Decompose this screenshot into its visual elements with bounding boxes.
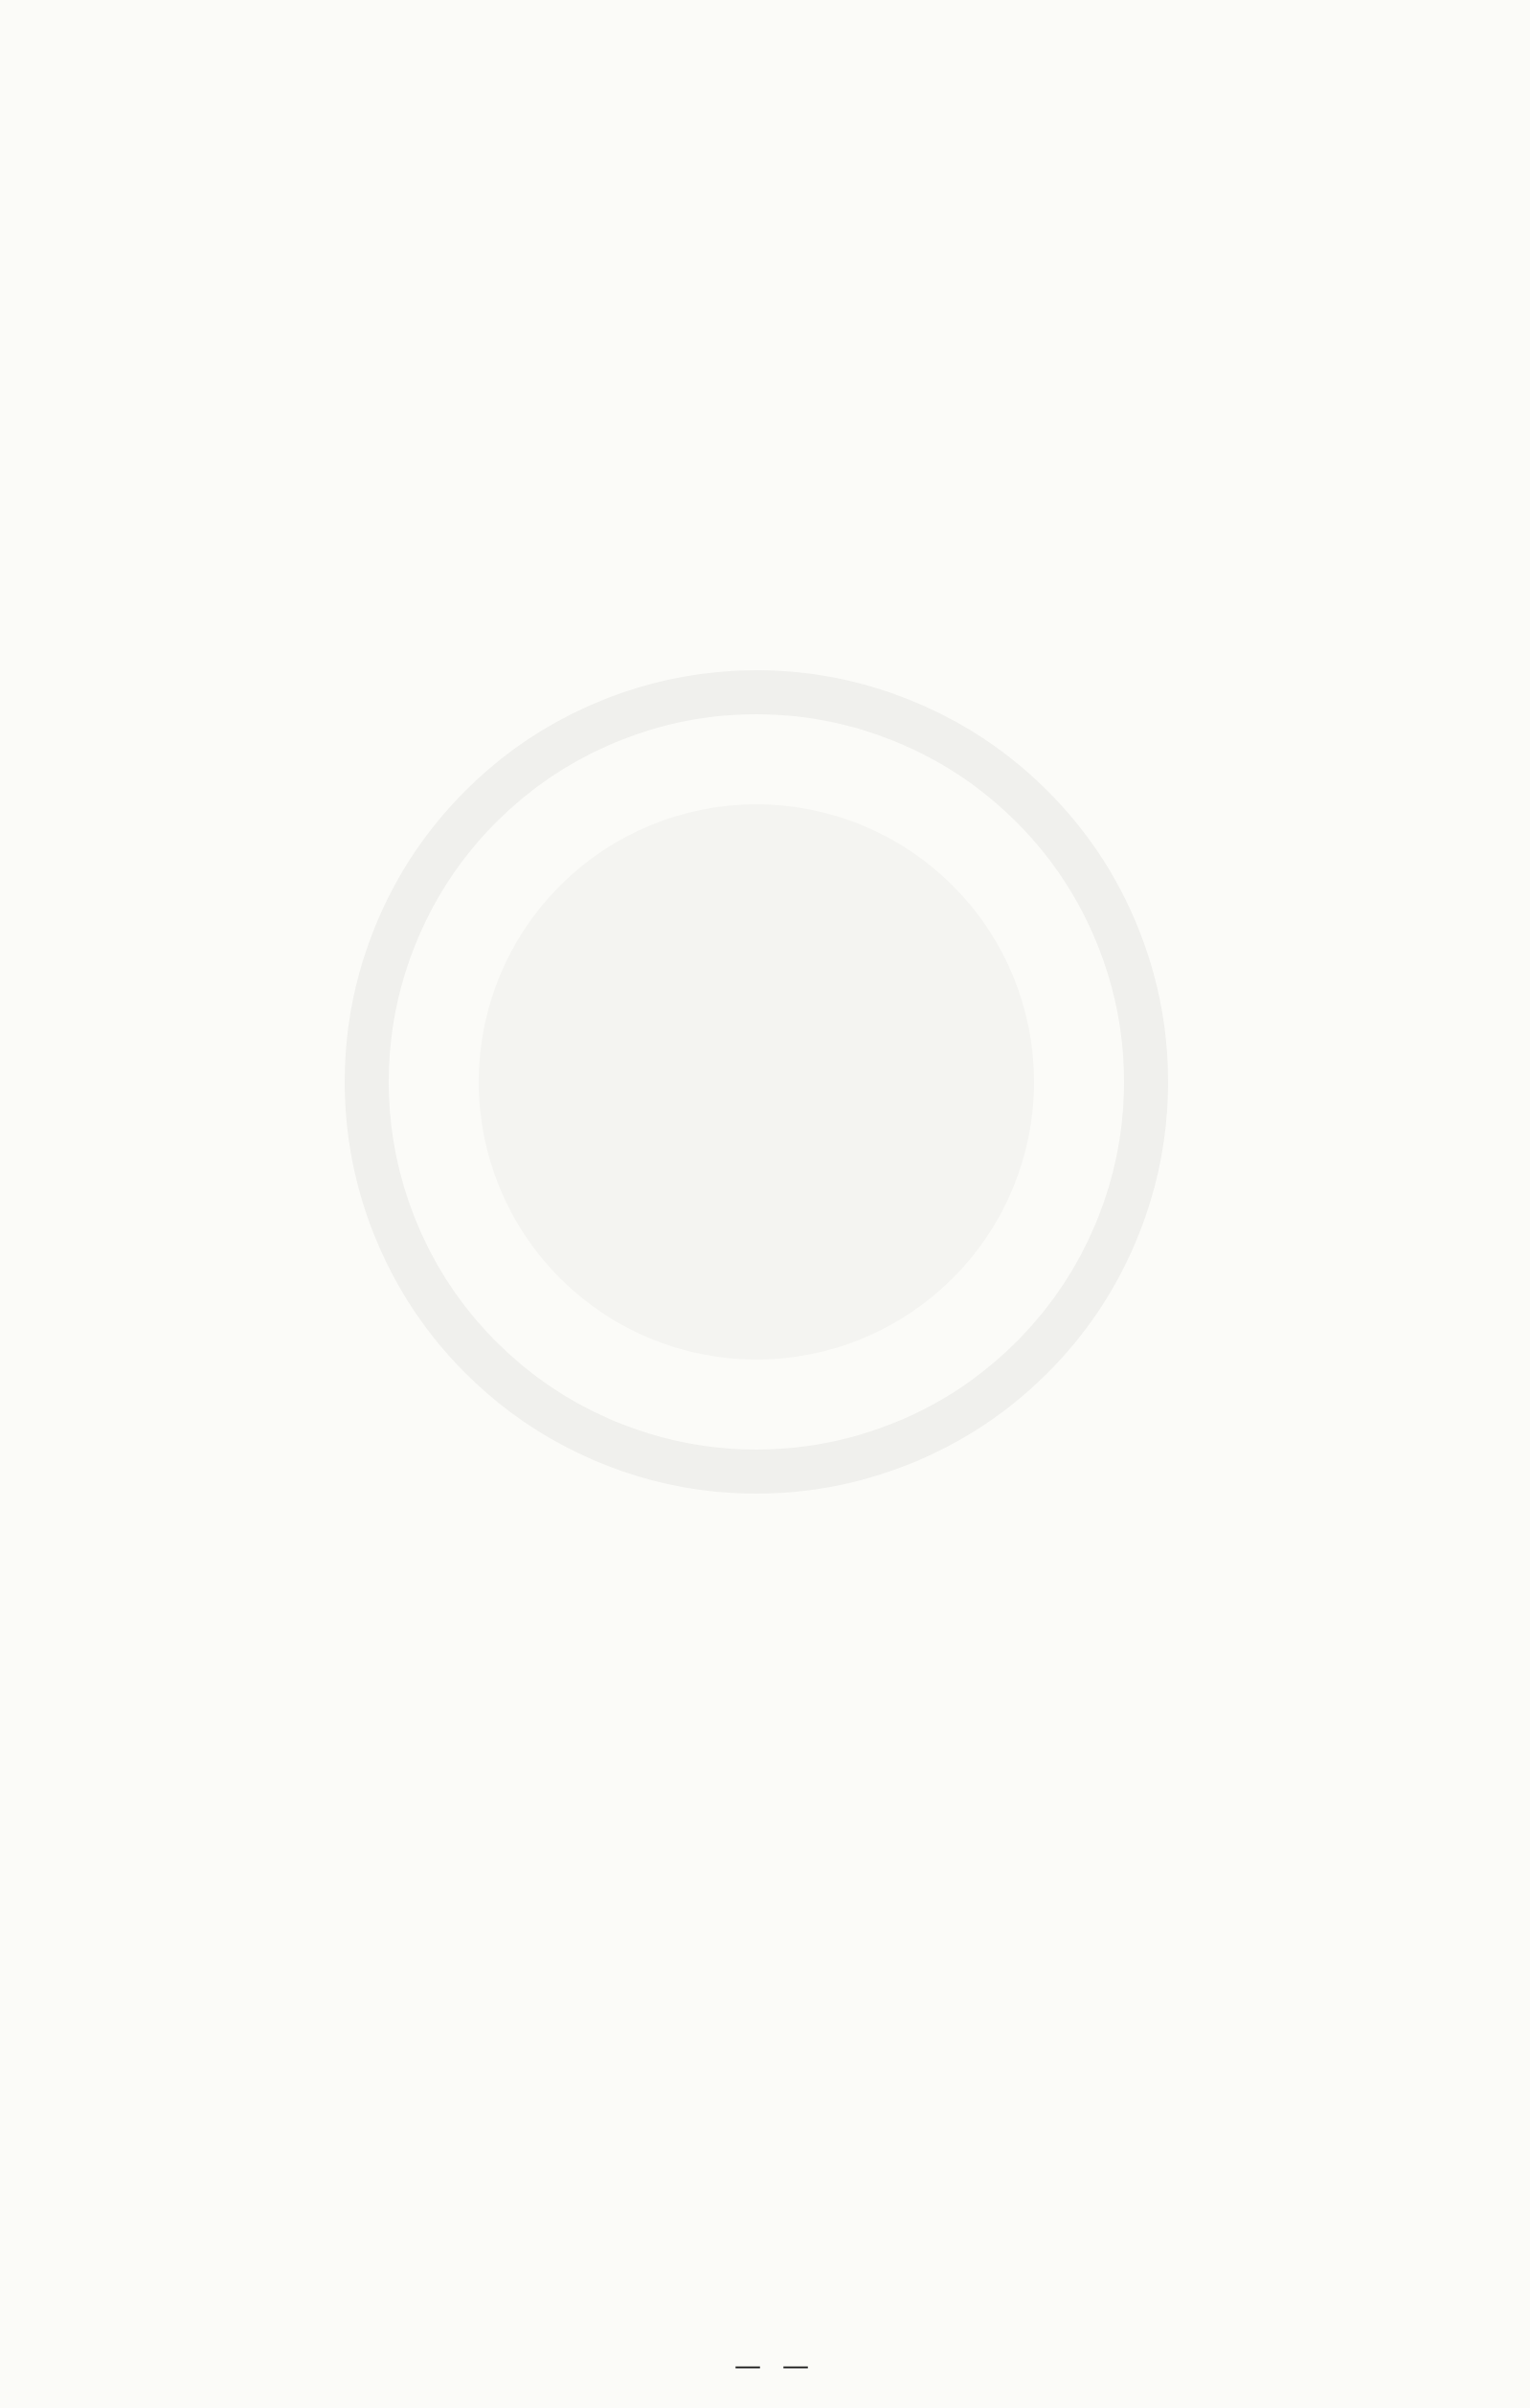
page-footer: — — (734, 2350, 809, 2381)
watermark-seal-icon (345, 670, 1168, 1494)
watermark-mascot-icon (479, 804, 1034, 1360)
